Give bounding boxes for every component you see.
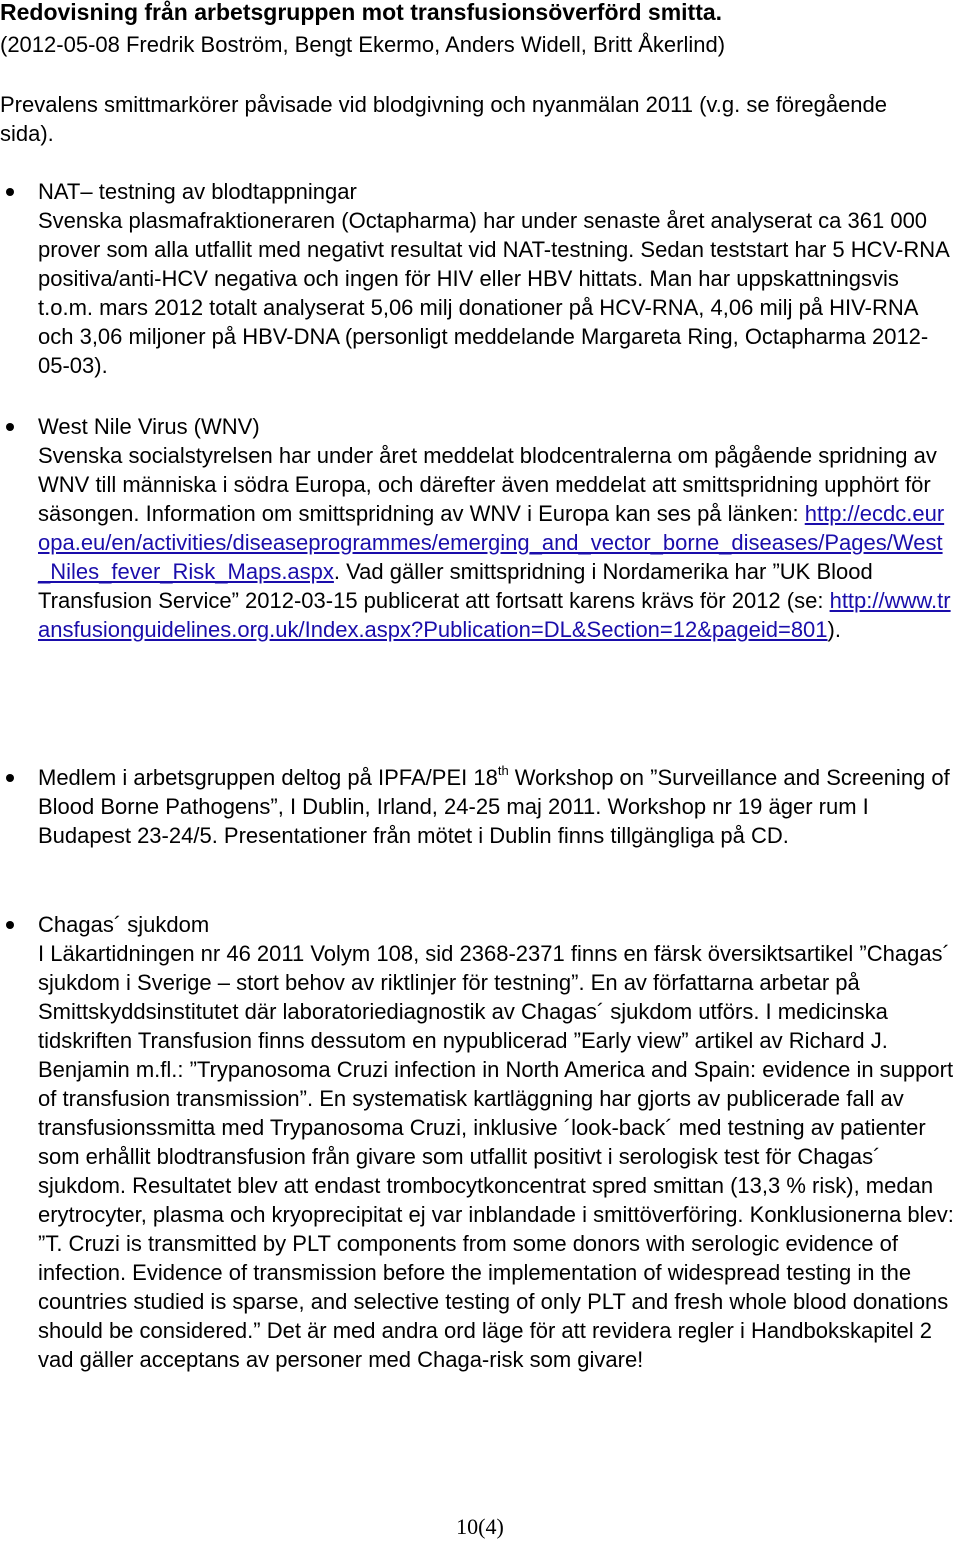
- bullet-icon: [6, 774, 14, 782]
- nat-heading: NAT– testning av blodtappningar: [38, 179, 357, 204]
- bullet-icon: [6, 423, 14, 431]
- chagas-text: [38, 910, 954, 1374]
- wnv-heading: West Nile Virus (WNV): [38, 414, 260, 439]
- bullet-icon: [6, 921, 14, 929]
- bullet-icon: [6, 188, 14, 196]
- document-authors: (2012-05-08 Fredrik Boström, Bengt Ekermo, Anders Widell, Britt Åkerlind): [0, 32, 726, 57]
- page-number: 10(4): [456, 1514, 504, 1539]
- ipfa-part1: Medlem i arbetsgruppen deltog på IPFA/PEI 18: [38, 765, 498, 790]
- transfusionguidelines-link[interactable]: http://www.transfusionguidelines.org.uk/Index.aspx?Publication=DL&Section=12&pageid=801: [38, 588, 951, 642]
- ipfa-part2: Workshop on ”Surveillance and Screening of Blood Borne Pathogens”, I Dublin, Irland, 24-25 maj 2011. Workshop nr 19 äger rum I Budapest 23-24/5. Presentationer från mötet i Dublin finns tillgängliga på CD.: [38, 765, 950, 848]
- ipfa-superscript: th: [497, 763, 509, 778]
- wnv-body-part3: ).: [827, 617, 841, 642]
- intro-paragraph: Prevalens smittmarkörer påvisade vid blodgivning och nyanmälan 2011 (v.g. se föregående sida).: [0, 92, 888, 146]
- nat-body: Svenska plasmafraktioneraren (Octapharma) har under senaste året analyserat ca 361 000 prover som alla utfallit med negativt resultat vid NAT-testning. Sedan teststart har 5 HCV-RNA positiva/anti-HCV negativa och ingen för HIV eller HBV hittats. Man har uppskattningsvis t.o.m. mars 2012 totalt analyserat 5,06 milj donationer på HCV-RNA, 4,06 milj på HIV-RNA och 3,06 miljoner på HBV-DNA (personligt meddelande Margareta Ring, Octapharma 2012-05-03).: [38, 208, 949, 378]
- nat-text: [38, 177, 954, 380]
- wnv-body-part2: . Vad gäller smittspridning i Nordamerika har ”UK Blood Transfusion Service” 2012-03-15 publicerat att fortsatt karens krävs för 2012 (se:: [38, 559, 873, 613]
- document-title: Redovisning från arbetsgruppen mot transfusionsöverförd smitta.: [0, 0, 723, 25]
- ecdc-link[interactable]: http://ecdc.europa.eu/en/activities/diseaseprogrammes/emerging_and_vector_borne_diseases/Pages/West_Niles_fever_Risk_Maps.aspx: [38, 501, 945, 584]
- wnv-body-part1: Svenska socialstyrelsen har under året meddelat blodcentralerna om pågående spridning av WNV till människa i södra Europa, och därefter även meddelat att smittspridning upphört för säsongen. Information om smittspridning av WNV i Europa kan ses på länken:: [38, 443, 937, 526]
- wnv-body: [38, 441, 954, 644]
- ipfa-text: [38, 763, 954, 850]
- wnv-text: [38, 412, 954, 644]
- chagas-body: I Läkartidningen nr 46 2011 Volym 108, sid 2368-2371 finns en färsk översiktsartikel ”Chagas´ sjukdom i Sverige – stort behov av riktlinjer för testning”. En av författarna arbetar på Smittskyddsinstitutet där laboratoriediagnostik av Chagas´ sjukdom utförs. I medicinska tidskriften Transfusion finns dessutom en nypublicerad ”Early view” artikel av Richard J. Benjamin m.fl.: ”Trypanosoma Cruzi infection in North America and Spain: evidence in support of transfusion transmission”. En systematisk kartläggning har gjorts av publicerade fall av transfusionssmitta med Trypanosoma Cruzi, inklusive ´look-back´ med testning av patienter som erhållit blodtransfusion från givare som utfallit positivt i serologisk test för Chagas´ sjukdom. Resultatet blev att endast trombocytkoncentrat spred smittan (13,3 % risk), medan erytrocyter, plasma och kryoprecipitat ej var inblandade i smittöverföring. Konklusionerna blev: ”T. Cruzi is transmitted by PLT components from some donors with serologic evidence of infection. Evidence of transmission before the implementation of widespread testing in the countries studied is sparse, and selective testing of only PLT and fresh whole blood donations should be considered.” Det är med andra ord läge för att revidera regler i Handbokskapitel 2 vad gäller acceptans av personer med Chaga-risk som givare!: [38, 941, 954, 1372]
- chagas-heading: Chagas´ sjukdom: [38, 912, 210, 937]
